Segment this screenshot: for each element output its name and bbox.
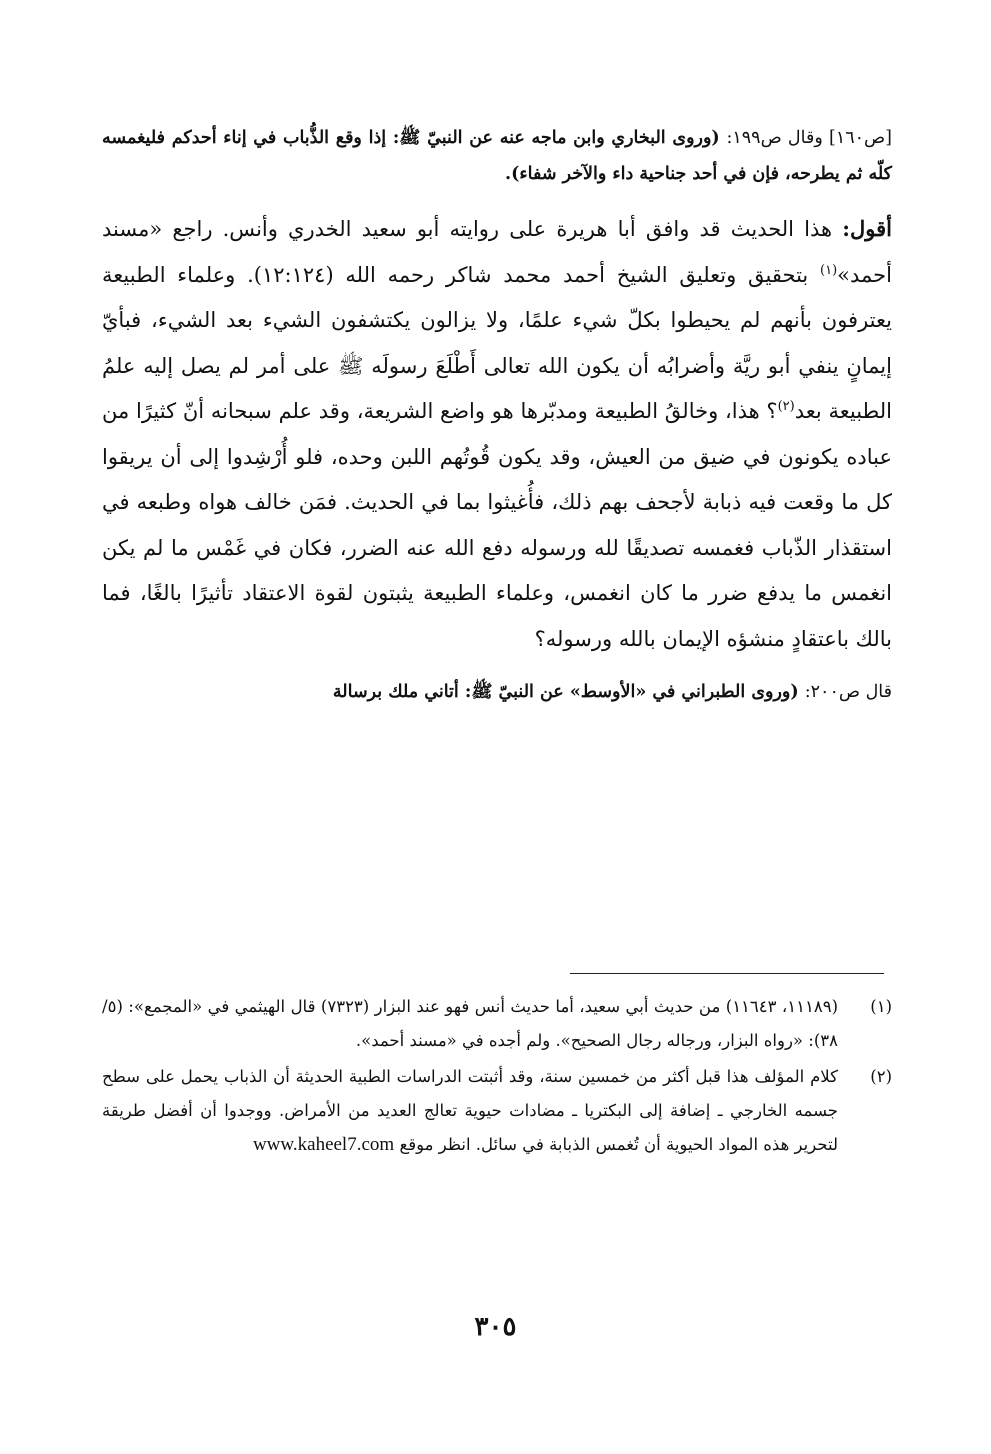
quoted-hadith-1 bbox=[102, 120, 892, 192]
website-link[interactable]: www.kaheel7.com bbox=[252, 1134, 395, 1155]
quote-text-2: (وروى الطبراني في «الأوسط» عن النبيّ ﷺ: أتاني ملك برسالة bbox=[332, 682, 799, 702]
page-number: ٣٠٥ bbox=[474, 1312, 517, 1342]
footnote-text: (١١١٨٩، ١١٦٤٣) من حديث أبي سعيد، أما حديث أنس فهو عند البزار (٧٣٢٣) قال الهيثمي في «المجمع»: (٥/ ٣٨): «رواه البزار، ورجاله رجال الصحيح». ولم أجده في «مسند أحمد». bbox=[102, 997, 839, 1050]
author-commentary bbox=[102, 206, 892, 662]
footnote-2 bbox=[102, 1060, 892, 1162]
page-reference-2: قال ص٢٠٠: bbox=[804, 682, 892, 702]
footnote-number: (١) bbox=[870, 997, 892, 1016]
commentary-text-1: هذا الحديث قد وافق أبا هريرة على روايته أبو سعيد الخدري وأنس. راجع «مسند أحمد» bbox=[102, 217, 892, 287]
footnote-ref-2[interactable]: (٢) bbox=[777, 399, 795, 414]
footnote-text bbox=[102, 1060, 838, 1162]
footnote-number: (٢) bbox=[870, 1067, 892, 1086]
footnotes bbox=[102, 990, 892, 1164]
commentary-text-2: بتحقيق وتعليق الشيخ أحمد محمد شاكر رحمه الله (١٢:١٢٤). وعلماء الطبيعة يعترفون بأنهم لم يحيطوا بكلّ شيء علمًا، ولا يزالون يكتشفون الشيء بعد الشيء، فبأيّ إيمانٍ ينفي أبو ريَّة وأضرابُه أن يكون الله تعالى أَطْلَعَ رسولَه ﷺ على أمر لم يصل إليه علمُ الطبيعة بعد bbox=[102, 262, 892, 423]
commentary-lead: أقول: bbox=[842, 216, 892, 241]
footnote-ref-1[interactable]: (١) bbox=[820, 262, 838, 278]
commentary-text-3: ؟ هذا، وخالقُ الطبيعة ومدبّرها هو واضع الشريعة، وقد علم سبحانه أنّ كثيرًا من عباده يكونون في ضيق من العيش، وقد يكون قُوتُهم اللبن وحده، فلو أُرْشِدوا إلى أن يريقوا كل ما وقعت فيه ذبابة لأجحف بهم ذلك، فأُغيثوا بما في الحديث. فمَن خالف هواه وطبعه في استقذار الذّباب فغمسه تصديقًا لله ورسوله دفع الله عنه الضرر، فكان في غَمْس ما لم يكن انغمس ما يدفع ضرر ما كان انغمس، وعلماء الطبيعة يثبتون لقوة الاعتقاد تأثيرًا بالغًا، فما بالك باعتقادٍ منشؤه الإيمان بالله ورسوله؟ bbox=[102, 399, 892, 651]
quoted-hadith-2 bbox=[102, 674, 892, 710]
quote-text: (وروى البخاري وابن ماجه عنه عن النبيّ ﷺ: إذا وقع الذُّباب في إناء أحدكم فليغمسه كلّه ثم يطرحه، فإن في أحد جناحية داء والآخر شفاء). bbox=[102, 128, 892, 184]
footnote-1 bbox=[102, 990, 892, 1058]
footnote-divider bbox=[570, 973, 884, 974]
main-text-block bbox=[102, 120, 892, 710]
footnote-2-body: كلام المؤلف هذا قبل أكثر من خمسين سنة، وقد أثبتت الدراسات الطبية الحديثة أن الذباب يحمل على سطح جسمه الخارجي ـ إضافة إلى البكتريا ـ مضادات حيوية تعالج العديد من الأمراض. ووجدوا أن أفضل طريقة لتحرير هذه المواد الحيوية أن تُغمس الذبابة في سائل. انظر موقع bbox=[102, 1067, 838, 1154]
page-reference: [ص١٦٠] وقال ص١٩٩: bbox=[726, 128, 893, 148]
